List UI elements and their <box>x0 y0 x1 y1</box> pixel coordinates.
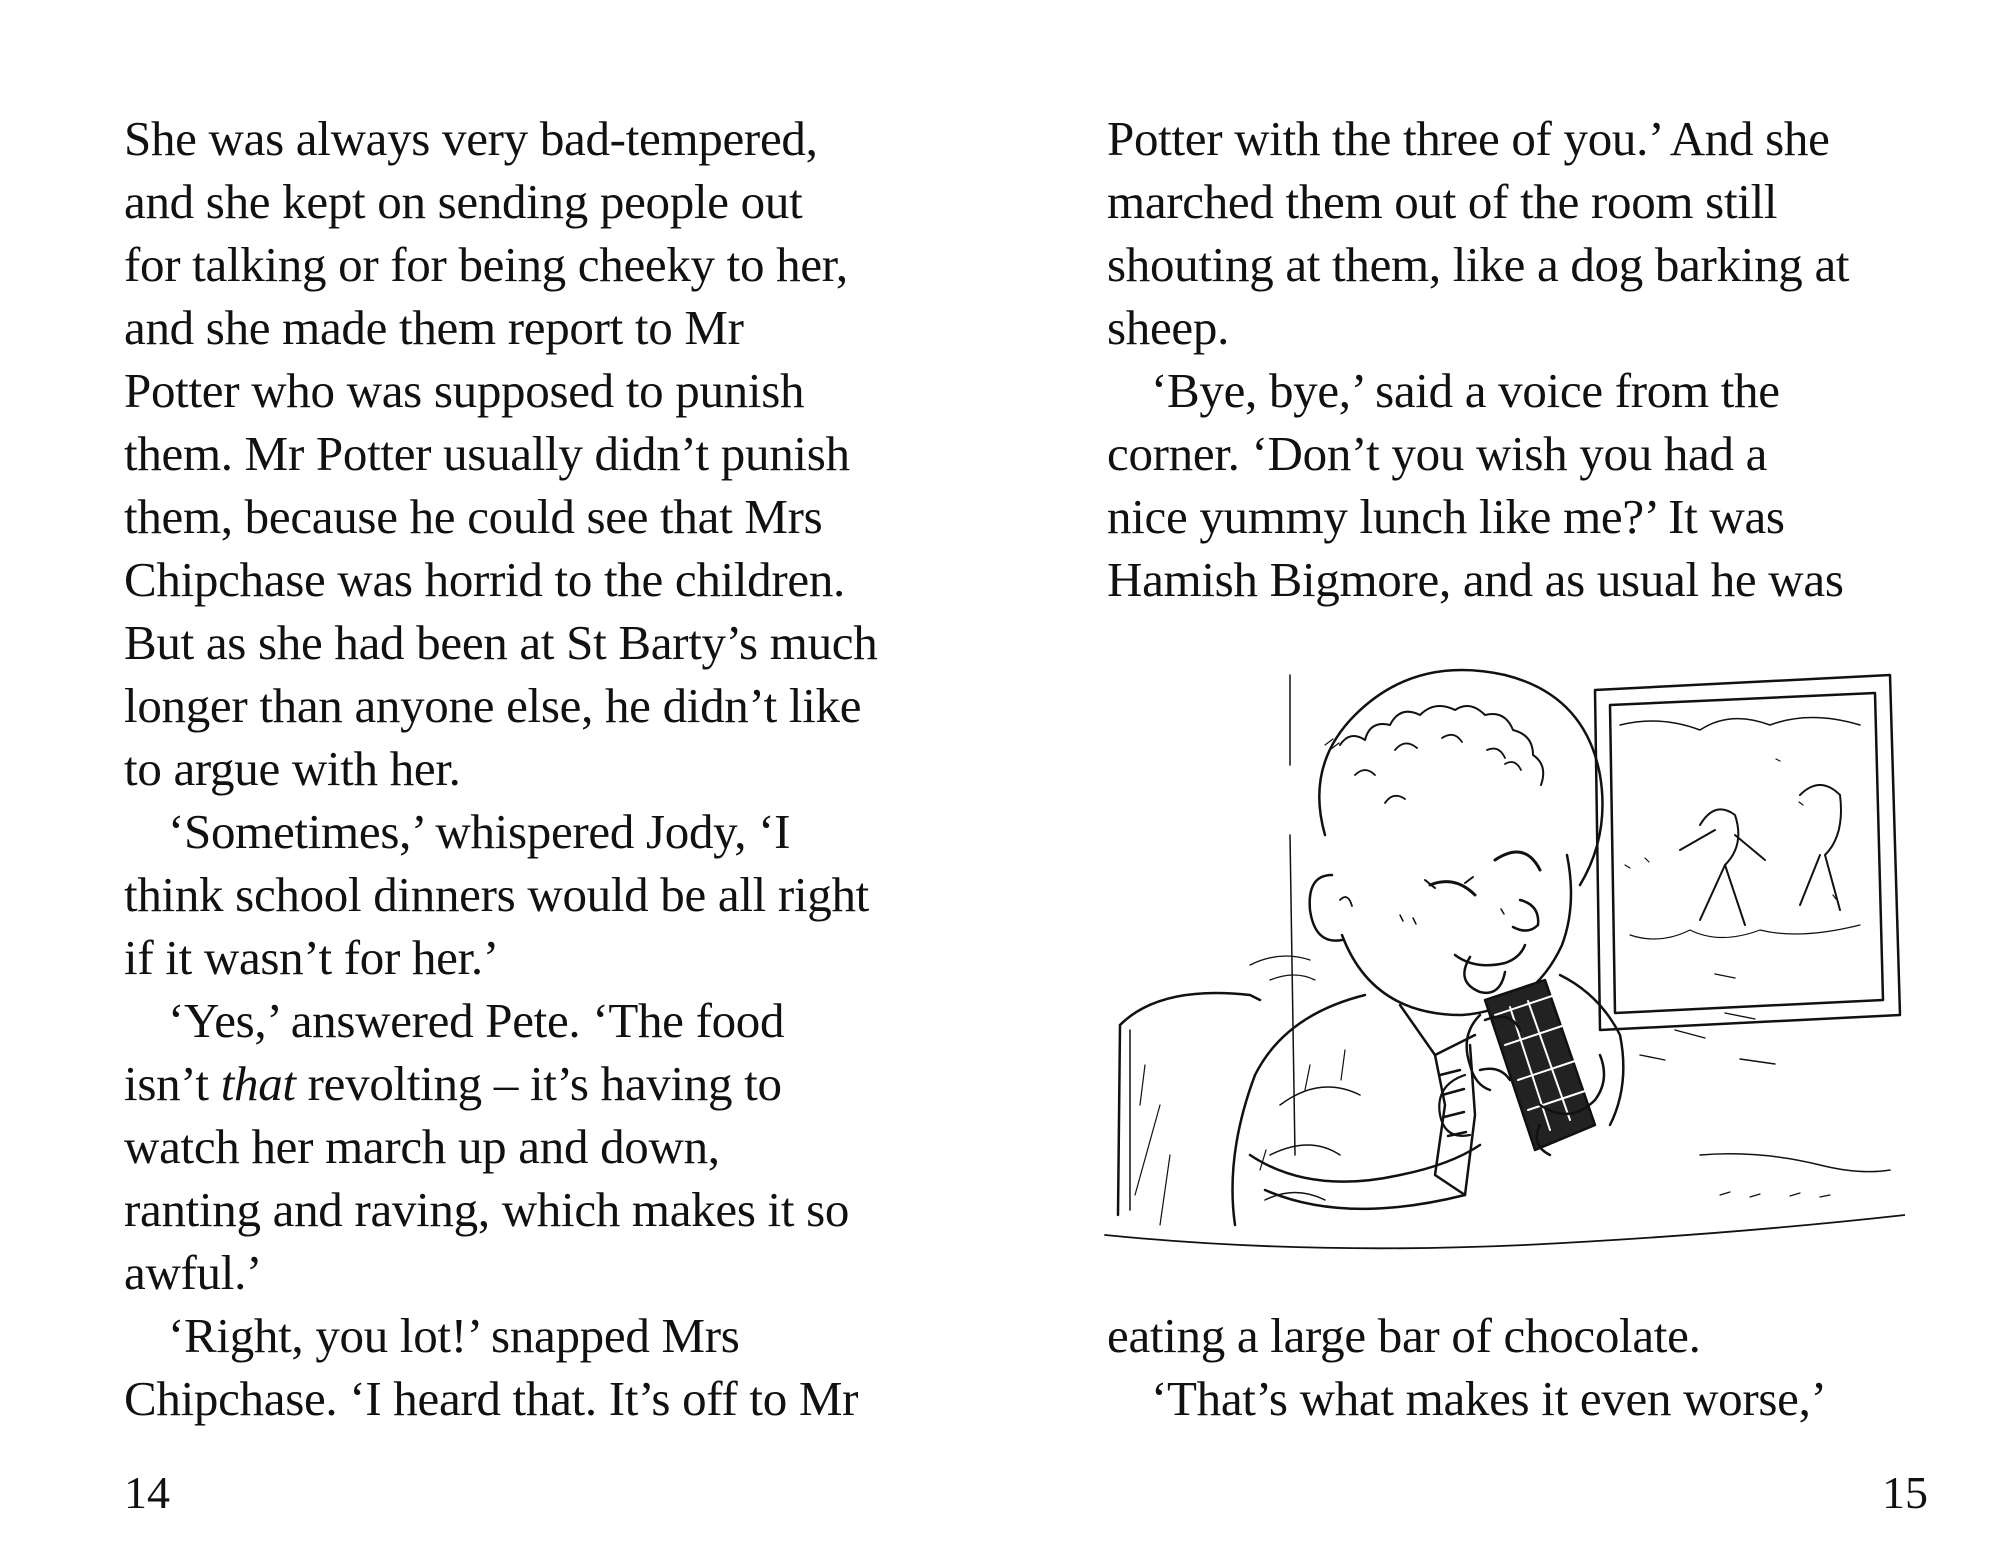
boy-head <box>1310 670 1603 1015</box>
text-span: isn’t <box>124 1056 221 1111</box>
text-span: revolting – it’s having to <box>295 1056 782 1111</box>
text-line: Hamish Bigmore, and as usual he was <box>1107 552 1844 607</box>
text-line: ‘That’s what makes it even worse,’ <box>1151 1371 1827 1426</box>
text-line: marched them out of the room still <box>1107 174 1778 229</box>
text-line: eating a large bar of chocolate. <box>1107 1308 1701 1363</box>
text-line: shouting at them, like a dog barking at <box>1107 237 1850 292</box>
text-line: She was always very bad-tempered, <box>124 111 818 166</box>
text-line: and she kept on sending people out <box>124 174 803 229</box>
chocolate-bar <box>1439 980 1604 1155</box>
text-line: if it wasn’t for her.’ <box>124 930 499 985</box>
text-line: Potter who was supposed to punish <box>124 363 805 418</box>
text-line: think school dinners would be all right <box>124 867 869 922</box>
text-line: them, because he could see that Mrs <box>124 489 823 544</box>
text-line: But as she had been at St Barty’s much <box>124 615 878 670</box>
page-number: 15 <box>1882 1467 1928 1518</box>
text-line: ‘Yes,’ answered Pete. ‘The food <box>168 993 785 1048</box>
text-line: watch her march up and down, <box>124 1119 720 1174</box>
right-page <box>1000 0 2000 1563</box>
text-line-with-italic <box>124 1053 782 1115</box>
text-line: Chipchase. ‘I heard that. It’s off to Mr <box>124 1371 859 1426</box>
italic-word: that <box>220 1056 296 1111</box>
text-line: corner. ‘Don’t you wish you had a <box>1107 426 1768 481</box>
text-line: awful.’ <box>124 1245 263 1300</box>
text-line: and she made them report to Mr <box>124 300 744 355</box>
text-line: ranting and raving, which makes it so <box>124 1182 850 1237</box>
illustration-boy-eating-chocolate <box>1100 635 1905 1295</box>
text-line: ‘Bye, bye,’ said a voice from the <box>1151 363 1780 418</box>
text-line: sheep. <box>1107 300 1230 355</box>
text-line: ‘Sometimes,’ whispered Jody, ‘I <box>168 804 791 859</box>
text-line: longer than anyone else, he didn’t like <box>124 678 862 733</box>
wall-picture <box>1595 675 1900 1030</box>
text-line: Potter with the three of you.’ And she <box>1107 111 1830 166</box>
text-line: ‘Right, you lot!’ snapped Mrs <box>168 1308 740 1363</box>
text-line: nice yummy lunch like me?’ It was <box>1107 489 1785 544</box>
text-line: for talking or for being cheeky to her, <box>124 237 848 292</box>
text-line: to argue with her. <box>124 741 461 796</box>
text-line: Chipchase was horrid to the children. <box>124 552 845 607</box>
text-line: them. Mr Potter usually didn’t punish <box>124 426 850 481</box>
page-number: 14 <box>124 1467 170 1518</box>
